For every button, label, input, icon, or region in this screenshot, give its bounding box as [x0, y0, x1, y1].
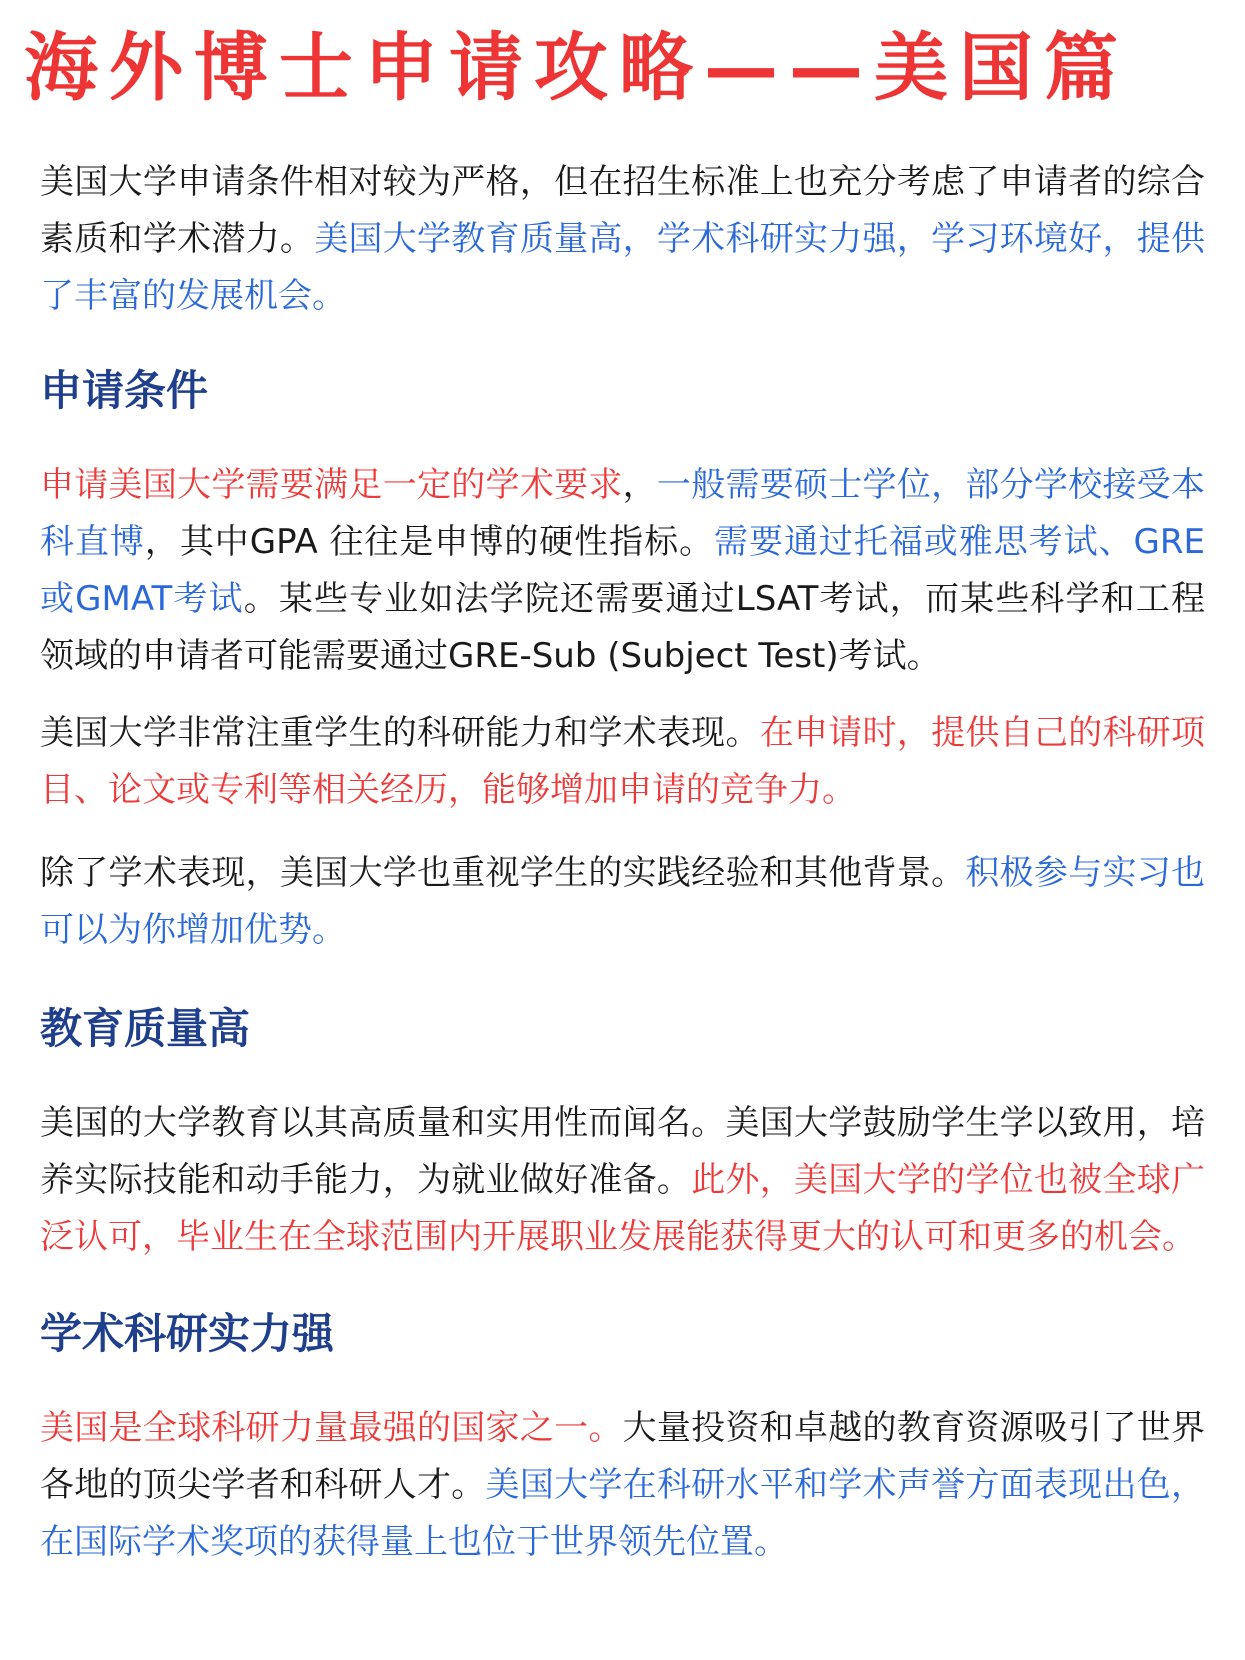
body-text: 。某些专业如法学院还需要通过LSAT考试，而某些科学和工程领域的申请者可能需要通过GRE-Sub (Subject Test)考试。: [40, 579, 1206, 676]
body-text: 美国大学非常注重学生的科研能力和学术表现。: [40, 713, 760, 753]
intro-text: 美国大学申请条件相对较为严格，但在招生标准上也充分考虑了申请者的综合素质和学术潜力。: [40, 162, 1205, 259]
section-heading-requirements: 申请条件: [40, 366, 209, 415]
highlight-red-text: 在申请时，提供自己的科研项目、论文或专利等相关经历，能够增加申请的竞争力。: [40, 713, 1206, 810]
highlight-blue-text: 美国大学在科研水平和学术声誉方面表现出色，在国际学术奖项的获得量上也位于世界领先位置。: [40, 1465, 1205, 1562]
body-text: ，: [622, 465, 657, 505]
body-text: 大量投资和卓越的教育资源吸引了世界各地的顶尖学者和科研人才。: [40, 1408, 1206, 1505]
intro-paragraph: [40, 154, 1205, 325]
education-paragraph: [40, 1095, 1205, 1266]
section-heading-education-quality: 教育质量高: [40, 1004, 251, 1053]
page-title: 海外博士申请攻略——美国篇: [24, 25, 1129, 111]
highlight-red-text: 此外，美国大学的学位也被全球广泛认可，毕业生在全球范围内开展职业发展能获得更大的认可和更多的机会。: [40, 1160, 1206, 1257]
section-heading-research-strength: 学术科研实力强: [40, 1309, 335, 1358]
requirements-paragraph-2: [40, 705, 1205, 819]
body-text: ，其中GPA 往往是申博的硬性指标。: [144, 522, 715, 562]
highlight-red-text: 申请美国大学需要满足一定的学术要求: [40, 465, 623, 505]
body-text: 美国的大学教育以其高质量和实用性而闻名。美国大学鼓励学生学以致用，培养实际技能和动手能力，为就业做好准备。: [40, 1103, 1205, 1200]
research-paragraph: [40, 1400, 1205, 1571]
requirements-paragraph-3: [40, 845, 1205, 959]
body-text: 除了学术表现，美国大学也重视学生的实践经验和其他背景。: [40, 853, 966, 893]
highlight-red-text: 美国是全球科研力量最强的国家之一。: [40, 1408, 623, 1448]
highlight-blue-text: 一般需要硕士学位，部分学校接受本科直博: [40, 465, 1206, 562]
highlight-blue-text: 积极参与实习也可以为你增加优势。: [40, 853, 1206, 950]
highlight-blue-text: 需要通过托福或雅思考试、GRE或GMAT考试: [40, 522, 1206, 619]
requirements-paragraph-1: [40, 457, 1205, 685]
intro-highlight: 美国大学教育质量高，学术科研实力强，学习环境好，提供了丰富的发展机会。: [40, 219, 1206, 316]
